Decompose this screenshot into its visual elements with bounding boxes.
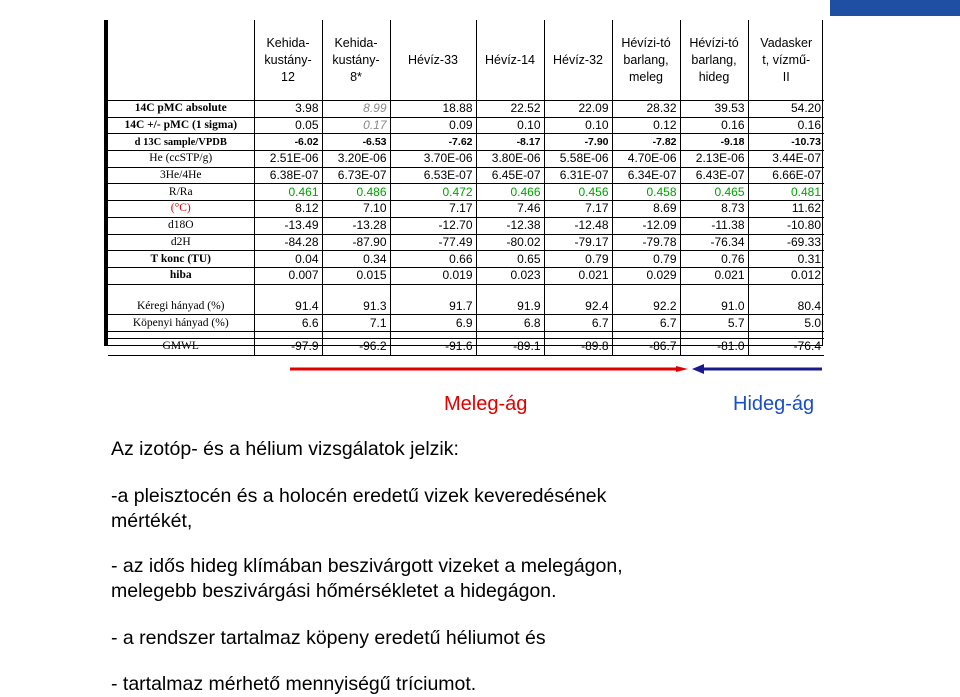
table-cell: -11.38	[680, 217, 748, 234]
bullet-tritium: - tartalmaz mérhető mennyiségű tríciumot.	[111, 673, 477, 695]
table-cell: -12.09	[612, 217, 680, 234]
table-cell: 5.0	[748, 315, 824, 332]
table-cell: -7.62	[390, 134, 476, 151]
table-cell: 0.10	[476, 117, 544, 134]
table-cell: -77.49	[390, 234, 476, 251]
table-spacer-cell	[612, 331, 680, 338]
table-cell: 6.31E-07	[544, 167, 612, 184]
table-cell: 0.17	[322, 117, 390, 134]
header-col: Hévízi-tó barlang, hideg	[680, 20, 748, 101]
bullet-infiltration	[111, 554, 623, 604]
table-cell: -12.70	[390, 217, 476, 234]
table-cell: 0.16	[680, 117, 748, 134]
table-cell: 22.09	[544, 101, 612, 118]
table-cell: 7.1	[322, 315, 390, 332]
isotope-table	[108, 20, 824, 356]
table-cell: 7.10	[322, 201, 390, 218]
table-cell: 3.44E-07	[748, 151, 824, 168]
table-cell: 7.46	[476, 201, 544, 218]
row-label: Kéregi hányad (%)	[108, 299, 254, 315]
table-cell: 2.13E-06	[680, 151, 748, 168]
table-cell: 0.76	[680, 251, 748, 268]
table-gap-cell	[680, 284, 748, 299]
table-cell: -79.78	[612, 234, 680, 251]
table-spacer-cell	[680, 331, 748, 338]
header-col: Hévíz-32	[544, 20, 612, 101]
header-col: Kehida- kustány- 12	[254, 20, 322, 101]
table-row	[108, 251, 824, 268]
table-cell: 0.023	[476, 267, 544, 284]
table-cell: 0.10	[544, 117, 612, 134]
table-cell: 0.04	[254, 251, 322, 268]
table-row	[108, 217, 824, 234]
header-empty	[108, 20, 254, 101]
table-row	[108, 201, 824, 218]
table-row	[108, 167, 824, 184]
table-cell: -13.49	[254, 217, 322, 234]
table-cell: 7.17	[544, 201, 612, 218]
table-cell: 0.456	[544, 184, 612, 201]
bullet-mantle-helium: - a rendszer tartalmaz köpeny eredetű héliumot és	[111, 627, 546, 649]
table-cell: -10.80	[748, 217, 824, 234]
table-cell: 0.029	[612, 267, 680, 284]
table-cell: -86.7	[612, 338, 680, 355]
table-cell: 0.12	[612, 117, 680, 134]
table-cell: 92.4	[544, 299, 612, 315]
table-cell: 0.472	[390, 184, 476, 201]
row-label: R/Ra	[108, 184, 254, 201]
table-cell: 91.0	[680, 299, 748, 315]
table-cell: 0.31	[748, 251, 824, 268]
table-cell: -7.90	[544, 134, 612, 151]
table-cell: -13.28	[322, 217, 390, 234]
table-cell: 6.8	[476, 315, 544, 332]
table-cell: 0.019	[390, 267, 476, 284]
table-cell: 0.466	[476, 184, 544, 201]
table-cell: 6.7	[612, 315, 680, 332]
table-gap-cell	[748, 284, 824, 299]
table-cell: 0.79	[544, 251, 612, 268]
row-label: Köpenyi hányad (%)	[108, 315, 254, 332]
row-label: 14C pMC absolute	[108, 101, 254, 118]
table-cell: -76.4	[748, 338, 824, 355]
table-cell: 6.73E-07	[322, 167, 390, 184]
table-cell: 8.12	[254, 201, 322, 218]
table-spacer-cell	[108, 331, 254, 338]
table-row	[108, 134, 824, 151]
table-row	[108, 338, 824, 355]
table-cell: 18.88	[390, 101, 476, 118]
table-cell: 91.4	[254, 299, 322, 315]
table-cell: 0.34	[322, 251, 390, 268]
table-cell: -69.33	[748, 234, 824, 251]
table-spacer-cell	[748, 331, 824, 338]
table-cell: 0.05	[254, 117, 322, 134]
bullet-infiltration-line1: - az idős hideg klímában beszivárgott vizeket a melegágon,	[111, 555, 623, 577]
table-cell: 0.66	[390, 251, 476, 268]
table-spacer-cell	[254, 331, 322, 338]
header-col: Kehida- kustány- 8*	[322, 20, 390, 101]
table-cell: 6.9	[390, 315, 476, 332]
table-row	[108, 299, 824, 315]
table-cell: 8.69	[612, 201, 680, 218]
table-cell: 0.021	[680, 267, 748, 284]
table-cell: 6.6	[254, 315, 322, 332]
table-spacer-cell	[544, 331, 612, 338]
table-gap-cell	[322, 284, 390, 299]
table-cell: 91.9	[476, 299, 544, 315]
table-cell: -81.0	[680, 338, 748, 355]
table-cell: -10.73	[748, 134, 824, 151]
table-cell: 0.79	[612, 251, 680, 268]
bullet-infiltration-line2: melegebb beszivárgási hőmérsékletet a hidegágon.	[111, 580, 557, 602]
table-cell: 0.486	[322, 184, 390, 201]
table-cell: -6.53	[322, 134, 390, 151]
table-cell: 39.53	[680, 101, 748, 118]
table-cell: -12.38	[476, 217, 544, 234]
header-col: Vadasker t, vízmű- II	[748, 20, 824, 101]
table-cell: 6.53E-07	[390, 167, 476, 184]
table-cell: -80.02	[476, 234, 544, 251]
table-cell: 8.73	[680, 201, 748, 218]
table-cell: 0.015	[322, 267, 390, 284]
table-cell: 7.17	[390, 201, 476, 218]
table-row	[108, 101, 824, 118]
table-cell: 0.65	[476, 251, 544, 268]
table-cell: 6.7	[544, 315, 612, 332]
row-label: d 13C sample/VPDB	[108, 134, 254, 151]
table-cell: -89.8	[544, 338, 612, 355]
header-col: Hévízi-tó barlang, meleg	[612, 20, 680, 101]
row-label: d2H	[108, 234, 254, 251]
table-cell: 11.62	[748, 201, 824, 218]
table-cell: 28.32	[612, 101, 680, 118]
table-gap-cell	[254, 284, 322, 299]
table-cell: 0.481	[748, 184, 824, 201]
table-cell: -84.28	[254, 234, 322, 251]
table-cell: 2.51E-06	[254, 151, 322, 168]
header-col: Hévíz-33	[390, 20, 476, 101]
table-row	[108, 184, 824, 201]
warm-branch-arrow	[290, 366, 688, 372]
cold-branch-label: Hideg-ág	[733, 393, 815, 415]
table-cell: 0.16	[748, 117, 824, 134]
table-gap-row	[108, 284, 824, 299]
table-cell: -12.48	[544, 217, 612, 234]
table-cell: 22.52	[476, 101, 544, 118]
table-cell: -7.82	[612, 134, 680, 151]
table-cell: 80.4	[748, 299, 824, 315]
table-cell: 6.34E-07	[612, 167, 680, 184]
row-label: (°C)	[108, 201, 254, 218]
table-cell: -97.9	[254, 338, 322, 355]
table-cell: 0.021	[544, 267, 612, 284]
table-cell: -79.17	[544, 234, 612, 251]
table-row	[108, 267, 824, 284]
row-label: He (ccSTP/g)	[108, 151, 254, 168]
row-label: 14C +/- pMC (1 sigma)	[108, 117, 254, 134]
table-cell: -89.1	[476, 338, 544, 355]
cold-branch-arrow	[692, 364, 822, 374]
table-spacer-row	[108, 331, 824, 338]
table-gap-cell	[390, 284, 476, 299]
table-gap-cell	[612, 284, 680, 299]
table-row	[108, 117, 824, 134]
table-cell: -9.18	[680, 134, 748, 151]
table-cell: 6.43E-07	[680, 167, 748, 184]
table-cell: 6.66E-07	[748, 167, 824, 184]
table-cell: 8.99	[322, 101, 390, 118]
row-label: T konc (TU)	[108, 251, 254, 268]
table-cell: 5.7	[680, 315, 748, 332]
row-label: GMWL	[108, 338, 254, 355]
table-cell: 5.58E-06	[544, 151, 612, 168]
table-cell: 91.7	[390, 299, 476, 315]
table-cell: 91.3	[322, 299, 390, 315]
table-cell: 6.45E-07	[476, 167, 544, 184]
row-label: d18O	[108, 217, 254, 234]
table-spacer-cell	[476, 331, 544, 338]
header-col: Hévíz-14	[476, 20, 544, 101]
table-cell: 0.09	[390, 117, 476, 134]
table-cell: 0.465	[680, 184, 748, 201]
table-cell: 0.012	[748, 267, 824, 284]
bullet-mixing	[111, 484, 606, 534]
table-cell: 92.2	[612, 299, 680, 315]
table-cell: 3.70E-06	[390, 151, 476, 168]
bullet-mixing-line1: -a pleisztocén és a holocén eredetű vizek keveredésének	[111, 485, 607, 507]
table-cell: -8.17	[476, 134, 544, 151]
table-row	[108, 315, 824, 332]
corner-accent-bar	[830, 0, 960, 16]
table-cell: 6.38E-07	[254, 167, 322, 184]
table-gap-cell	[544, 284, 612, 299]
table-cell: -76.34	[680, 234, 748, 251]
table-cell: -6.02	[254, 134, 322, 151]
table-cell: 0.007	[254, 267, 322, 284]
row-label: 3He/4He	[108, 167, 254, 184]
table-cell: 4.70E-06	[612, 151, 680, 168]
bullet-mixing-line2: mértékét,	[111, 510, 193, 532]
table-header-row	[108, 20, 824, 101]
table-cell: -91.6	[390, 338, 476, 355]
isotope-data-table	[107, 20, 823, 354]
intro-line: Az izotóp- és a hélium vizsgálatok jelzik:	[111, 438, 459, 460]
table-cell: 0.461	[254, 184, 322, 201]
table-spacer-cell	[390, 331, 476, 338]
table-gap-cell	[108, 284, 254, 299]
table-spacer-cell	[322, 331, 390, 338]
table-cell: 0.458	[612, 184, 680, 201]
table-cell: 3.98	[254, 101, 322, 118]
warm-branch-label: Meleg-ág	[444, 393, 528, 415]
table-row	[108, 234, 824, 251]
row-label: hiba	[108, 267, 254, 284]
table-cell: -87.90	[322, 234, 390, 251]
table-gap-cell	[476, 284, 544, 299]
table-cell: 3.20E-06	[322, 151, 390, 168]
table-cell: -96.2	[322, 338, 390, 355]
table-row	[108, 151, 824, 168]
table-cell: 3.80E-06	[476, 151, 544, 168]
table-cell: 54.20	[748, 101, 824, 118]
